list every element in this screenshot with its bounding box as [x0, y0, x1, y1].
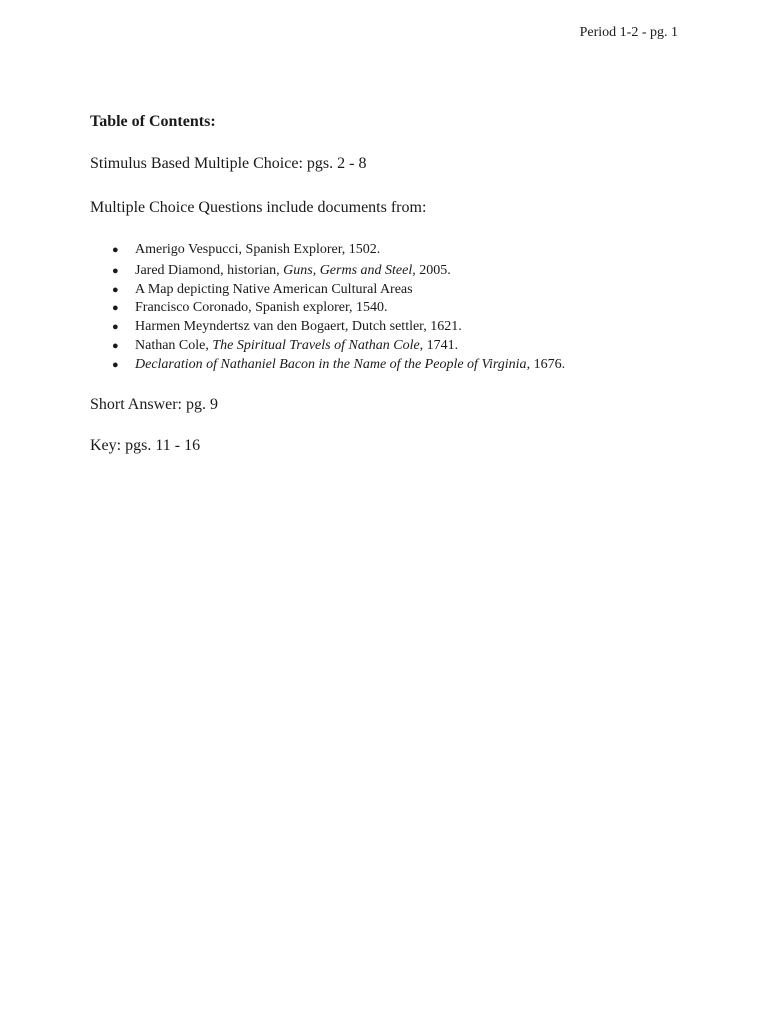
bullet-icon: ● [112, 302, 119, 315]
key-line: Key: pgs. 11 - 16 [90, 437, 201, 454]
document-item [112, 281, 565, 300]
mcq-intro: Multiple Choice Questions include documents from: [90, 199, 427, 216]
toc-title: Table of Contents: [90, 113, 216, 130]
stimulus-line: Stimulus Based Multiple Choice: pgs. 2 - 8 [90, 155, 367, 172]
document-item [112, 241, 565, 260]
document-title: Guns, Germs and Steel [283, 262, 413, 278]
bullet-icon: ● [112, 358, 119, 371]
document-item [112, 337, 565, 356]
document-text: Francisco Coronado, Spanish explorer, 1540. [135, 300, 388, 316]
document-text: Amerigo Vespucci, Spanish Explorer, 1502. [135, 242, 381, 257]
document-item [112, 262, 565, 281]
document-text: Harmen Meyndertsz van den Bogaert, Dutch settler, 1621. [135, 319, 462, 335]
bullet-icon: ● [112, 244, 119, 256]
page-header: Period 1-2 - pg. 1 [579, 25, 678, 40]
bullet-icon: ● [112, 264, 119, 277]
bullet-icon: ● [112, 321, 119, 334]
bullet-icon: ● [112, 283, 119, 296]
document-list [112, 241, 565, 375]
document-suffix: , 1741. [419, 337, 459, 353]
document-suffix: , 1676. [526, 356, 566, 372]
document-title: The Spiritual Travels of Nathan Cole [212, 337, 420, 353]
document-title: Declaration of Nathaniel Bacon in the Name of the People of Virginia [135, 356, 527, 372]
short-answer-line: Short Answer: pg. 9 [90, 396, 218, 413]
document-text: Jared Diamond, historian, [135, 262, 284, 278]
document-item [112, 356, 565, 375]
document-item [112, 318, 565, 337]
document-text: Nathan Cole, [135, 337, 213, 353]
document-item [112, 299, 565, 318]
document-suffix: , 2005. [412, 262, 451, 278]
bullet-icon: ● [112, 339, 119, 352]
document-text: A Map depicting Native American Cultural Areas [135, 281, 413, 297]
